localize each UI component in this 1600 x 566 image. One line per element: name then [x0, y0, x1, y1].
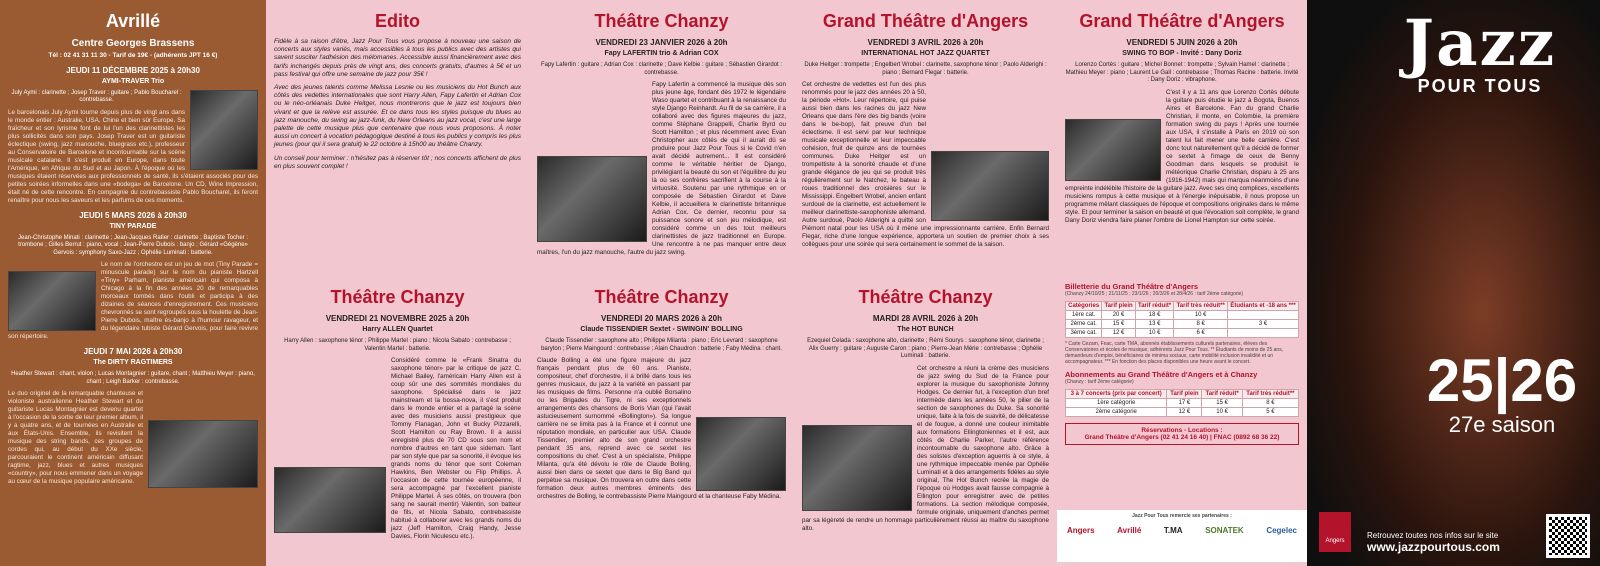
- event-date: JEUDI 11 DÉCEMBRE 2025 à 20h30: [66, 65, 200, 75]
- table-row: [1066, 329, 1299, 338]
- table-cell: 2ème cat.: [1066, 320, 1102, 329]
- venue-title: Grand Théâtre d'Angers: [822, 11, 1029, 31]
- table-header: Tarif très réduit**: [1174, 302, 1228, 311]
- event-name: TINY PARADE: [109, 222, 157, 230]
- event-name: The HOT BUNCH: [897, 326, 954, 333]
- season-block: [1412, 347, 1592, 438]
- partner-logo: Angers: [1067, 526, 1095, 535]
- angers-logo: Angers: [1319, 512, 1351, 552]
- logo-pour-tous: POUR TOUS: [1417, 76, 1543, 96]
- event-name: Claude TISSENDIER Sextet - SWINGIN' BOLLING: [580, 326, 743, 333]
- table-cell: 8 €: [1174, 320, 1228, 329]
- event-name: AYMI-TRAVER Trio: [101, 77, 165, 85]
- table-cell: 10 €: [1174, 311, 1228, 320]
- billetterie-title: Billetterie du Grand Théâtre d'Angers: [1065, 282, 1199, 291]
- table-cell: 10 €: [1202, 408, 1242, 417]
- event-text: Claude Bolling a été une figure majeure du jazz français pendant plus de 60 ans. Pianiste, compositeur, chef d'orchestre, il a brillé dans tous les genres musicaux, du jazz à la variété en passant par les musiques de films. Personne n'a oublié Borsalino ou les Brigades du Tigre, ni ses exceptionnels arrangements des chansons de Boris Vian (qui l'avait astucieusement surnommé «Bollington»). Sa longue carrière ne se limita pas à la France et il connut une réputation mondiale, en particulier aux USA. Claude Tissendier, premier alto de son grand orchestre pendant 35 ans, reprend avec ce sextet les compositions du chef. C'est à un spécialiste, Philippe Milanta, qu'a été dévolu le rôle de Claude Bolling, aussi bien dans ce sextet que dans le Big Band qui perpétue sa musique. On trouvera en outre dans cette formation deux autres membres éminents des orchestres de Bolling, le contrebassiste Pierre Maingourd et la chanteuse Faby Médina.: [537, 357, 781, 500]
- event-name: SWING TO BOP - Invité : Dany Doriz: [1122, 50, 1242, 57]
- table-cell: 15 €: [1102, 320, 1136, 329]
- logo-jazz: Jazz: [1403, 6, 1557, 81]
- resa-label: Réservations - Locations :: [1141, 427, 1223, 434]
- venue: Centre Georges Brassens: [71, 38, 195, 49]
- event-name: Fapy LAFERTIN trio & Adrian COX: [604, 50, 719, 57]
- edito-p1: Fidèle à sa raison d'être, Jazz Pour Tous vous propose à nouveau une saison de concerts aux styles variés, mais accessibles à tous les publics avec des artistes qui savent susciter l'adhésion des mélomanes. Accessible aussi financièrement avec des tarifs inchangés depuis près de vingt ans, des concerts gratuits, d'autres à 5€ et un pass festival qui offre une semaine de jazz pour 35€ !: [274, 38, 521, 78]
- table-cell: [1228, 311, 1299, 320]
- event-text: Cet orchestre de vedettes est l'un des plus renommés pour le jazz des années 20 à 50, la période «Hot». Leur répertoire, qui puise aussi bien dans les racines du jazz New Orleans que dans l'ère des big bands (voire dans le be-bop), fait preuve d'un bel éclectisme. Il est servi par leur technique musicale exceptionnelle et leur impeccable cohésion, fruit de quinze ans de tournées communes. Duke Heitger est un trompettiste à la sonorité chaude et d'une grande élégance de jeu qui se produit très régulièrement sur le Natchez, le bateau à roues traditionnel des croisières sur le Mississippi. Engelbert Wrobel, ancien enfant surdoué de la clarinette, est actuellement le meilleur clarinettiste-saxophoniste allemand. Autre surdoué, Paolo Alderighi a quitté son Piémont natal pour les USA où il mène une impressionnante carrière. Enfin Bernard Flegar, riche d'une longue expérience, apportera un soutien de premier choix à ses collègues pour une soirée qui sera certainement le sommet de la saison.: [802, 81, 1049, 248]
- tarif-table: [1065, 301, 1299, 338]
- venue-title: Théâtre Chanzy: [594, 11, 729, 31]
- website-link[interactable]: www.jazzpourtous.com: [1367, 540, 1500, 554]
- edito-p2: Avec des jeunes talents comme Melissa Lesnie ou les musiciens du Hot Bunch aux côtés des vedettes internationales que sont Harry Allen, Fapy Lafertin et Adrian Cox ou le néo-orléanais Duke Heitger, nous montrerons que le jazz est toujours bien vivant et que la relève est assurée. Et ce dans tous les styles puisque du blues au jazz manouche, du swing au jazz-funk, du New Orleans au jazz vocal, c'est une large palette de cette musique plus que centenaire que nous vous proposons. À noter aussi un concert à vocation pédagogique destiné à tous les publics y compris les plus jeunes (pour qui il sera gratuit) le 22 octobre à 15h00 au théâtre Chanzy.: [274, 84, 521, 149]
- table-cell: 5 €: [1242, 408, 1298, 417]
- table-cell: 15 €: [1202, 399, 1242, 408]
- event-date: VENDREDI 21 NOVEMBRE 2025 à 20h: [325, 314, 470, 323]
- partner-logo: Cegelec: [1266, 526, 1297, 535]
- season-number: 27e saison: [1448, 412, 1556, 437]
- photo-hot-jazz-quartet: [931, 151, 1049, 221]
- table-cell: 17 €: [1167, 399, 1202, 408]
- col-grand-theatre-1: [794, 0, 1057, 566]
- billetterie-sub: (Chanzy 24/10/25 ; 21/11/25 ; 23/1/26 ; 20/3/26 et 28/4/26 : tarif 2ème catégorie): [1065, 291, 1244, 297]
- season-years: 25|26: [1426, 347, 1578, 414]
- event-date: VENDREDI 20 MARS 2026 à 20h: [601, 314, 722, 323]
- event-cast: Claude Tissendier : saxophone alto ; Philippe Milanta : piano ; Eric Levrard : saxophone baryton ; Pierre Maingourd : contrebasse ; Alain Chaudron : batterie ; Faby Médina : chant.: [541, 338, 782, 352]
- qr-code[interactable]: [1546, 514, 1590, 558]
- table-header: Tarif réduit*: [1202, 390, 1242, 399]
- edito-p3: Un conseil pour terminer : n'hésitez pas à réserver tôt ; nos concerts affichent de plus en plus souvent complet !: [274, 154, 521, 170]
- table-header: Tarif très réduit**: [1242, 390, 1298, 399]
- table-row: [1066, 399, 1299, 408]
- event-date: MARDI 28 AVRIL 2026 à 20h: [872, 314, 979, 323]
- partner-logo: T.MA: [1163, 526, 1183, 535]
- edito-title: Edito: [375, 11, 420, 31]
- table-header: Tarif réduit*: [1135, 302, 1174, 311]
- event-cast: Ezequiel Celada : saxophone alto, clarinette ; Rémi Sourys : saxophone ténor, clarinette ; Alix Guerry : guitare ; Auguste Caron : piano ; Pierre-Jean Mérie : contrebasse ; Ophélie Luminati : batterie.: [807, 338, 1044, 359]
- event-name: Harry ALLEN Quartet: [362, 326, 433, 333]
- resa-contacts: Grand Théâtre d'Angers (02 41 24 16 40) | FNAC (0892 68 36 22): [1084, 434, 1280, 441]
- photo-hot-bunch: [802, 425, 912, 511]
- col-poster: [1307, 0, 1600, 566]
- event-cast: Duke Heitger : trompette ; Engelbert Wrobel : clarinette, saxophone ténor ; Paolo Alderighi : piano ; Bernard Flegar : batterie.: [804, 62, 1047, 76]
- event-text: Fapy Lafertin a commencé la musique dès son plus jeune âge, fondant dès 1972 le légendaire Waso quartet et contribuant à la renaissance du style Django Reinhardt. Au fil de sa carrière, il a collaboré avec des figures majeures du jazz, comme Stéphane Grappelli, Charlie Byrd ou Scott Hamilton ; et plus récemment avec Evan Christopher aux côtés de qui il aurait dû se produire pour Jazz Pour Tous si le Covid n'en avait décidé autrement... Il est considéré comme le véritable héritier de Django, privilégiant la beauté du son et l'équilibre du jeu là où ses confrères sacrifient à la course à la virtuosité. Soutenu par une rythmique en or composée de Sébastien Girardot et Dave Kelbie, il accueillera le clarinettiste britannique Adrian Cox. Ce dernier, reconnu pour sa puissance sonore et son jeu mélodique, est considéré comme un des tout meilleurs clarinettistes de jazz traditionnel en Europe. Une rencontre à ne pas manquer entre deux maîtres, l'un du jazz manouche, l'autre du jazz swing.: [537, 81, 786, 256]
- photo-harry-allen: [274, 467, 386, 533]
- col-grand-theatre-2: [1057, 0, 1307, 566]
- table-cell: 12 €: [1167, 408, 1202, 417]
- table-header: 3 à 7 concerts (prix par concert): [1066, 390, 1167, 399]
- col-chanzy: [529, 0, 794, 566]
- table-cell: 20 €: [1102, 311, 1136, 320]
- table-row: [1066, 320, 1299, 329]
- table-row: [1066, 408, 1299, 417]
- table-cell: 13 €: [1135, 320, 1174, 329]
- photo-tiny-parade: [8, 271, 96, 331]
- table-cell: 3ème cat.: [1066, 329, 1102, 338]
- photo-aymi-traver: [190, 90, 258, 170]
- venue-title: Théâtre Chanzy: [594, 287, 729, 307]
- col-edito: [266, 0, 529, 566]
- event-cast: Fapy Lafertin : guitare ; Adrian Cox : clarinette ; Dave Kelbie : guitare ; Sébastien Girardot : contrebasse.: [540, 62, 783, 76]
- event-cast: July Aymi : clarinette ; Josep Traver : guitare ; Pablo Boucharel : contrebasse.: [11, 89, 182, 103]
- abonnement-table: [1065, 389, 1299, 417]
- table-header: Tarif plein: [1102, 302, 1136, 311]
- event-text: Considéré comme le «Frank Sinatra du saxophone ténor» par le critique de jazz C. Michael Bailey, l'américain Harry Allen est à coup sûr une des sommités mondiales du saxophone. Spécialisé dans le jazz mainstream et la bossa-nova, il s'est produit dans le monde entier et a partagé la scène avec des musiciens aussi prestigieux que Tommy Flanagan, John et Bucky Pizzarelli, Scott Hamilton ou Ray Brown. Il a aussi enregistré plus de 70 CD sous son nom et nombre d'autres en tant que sideman. Tant par son style que par sa sonorité, il évoque les grands noms du ténor que sont Coleman Hawkins, Ben Webster ou Flip Phillips. À l'occasion de cette tournée européenne, il sera accompagné par l'excellent pianiste Philippe Martel. À ses côtés, on trouvera (bon sang ne saurait mentir) Valentin, son batteur de fils, et Nicola Sabato, contrebassiste habitué à collaborer avec les grands noms du jazz (Jeff Hamilton, Craig Handy, Jesse Davies, Florin Niculescu etc.).: [391, 357, 521, 540]
- table-cell: 8 €: [1242, 399, 1298, 408]
- reservations-box: [1065, 423, 1299, 445]
- table-header: Catégories: [1066, 302, 1102, 311]
- event-date: JEUDI 5 MARS 2026 à 20h30: [79, 210, 187, 220]
- event-cast: Harry Allen : saxophone ténor ; Philippe Martel : piano ; Nicola Sabato : contrebasse ; Valentin Martel : batterie.: [284, 338, 511, 352]
- event-text: Le duo originel de la remarquable chanteuse et violoniste australienne Heather Stewart et du guitariste Lucas Montagnier est devenu quartet à l'occasion de la sortie de leur premier album, il y a quatre ans, et de tournées en Australie et aux États-Unis. Ensemble, ils revisitent la musique des string bands, ces groupes de cordes qui, au début du XXe siècle, parcouraient le continent américain diffusant ragtime, jazz, blues et autres musiques «country», pour nous emmener dans un voyage au cœur de la musique populaire américaine.: [8, 390, 143, 485]
- table-row: [1066, 311, 1299, 320]
- venue-info: Tél : 02 41 31 11 30 - Tarif de 19€ - (adhérents JPT 16 €): [48, 52, 218, 59]
- event-text: Le barcelonais July Aymi tourne depuis plus de vingt ans dans le monde entier : Australie, USA, Chine et bien sûr Europe. Sa fraîcheur et son lyrisme font de lui l'un des clarinettistes les plus sollicités dans son pays. Josep Traver est un guitariste éclectique (swing, jazz manouche, bluegrass etc.), professeur au Conservatoire de Barcelone et incontournable sur la scène musicale catalane. Il s'est produit en Europe, dans toute l'Amérique, en Afrique du Sud et au Japon. À l'époque où les musiques étaient réservées aux professionnels de santé, ils s'étaient associés pour des petites soirées informelles dans une «bodega» de Barcelone. Un CD, Wine Impression, était né de cette rencontre. En compagnie du contrebassiste Pablo Boucharel, ils feront renaître pour nous les saveurs et les parfums de ces moments.: [8, 108, 258, 204]
- event-date: VENDREDI 3 AVRIL 2026 à 20h: [867, 38, 984, 47]
- event-cast: Heather Stewart : chant, violon ; Lucas Montagnier : guitare, chant ; Matthieu Meyer : piano, chant ; Leigh Barker : contrebasse.: [11, 371, 255, 385]
- event-cast: Lorenzo Cortès : guitare ; Michel Bonnet : trompette ; Sylvain Hamel : clarinette ; Mathieu Meyer : piano ; Laurent Le Gall : contrebasse ; Thomas Racine : batterie. Invité : Dany Doriz : vibraphone.: [1065, 62, 1299, 83]
- venue-title: Théâtre Chanzy: [858, 287, 993, 307]
- venue-title: Grand Théâtre d'Angers: [1079, 11, 1285, 31]
- event-cast: Jean-Christophe Minati : clarinette ; Jean-Jacques Ratier : clarinette ; Baptiste Tocher : trombone ; Gilles Berrut : piano, vocal ; Jean-Pierre Dubois : banjo ; Gérard «Gégène» Gervois : symphony Saxo-Jazz ; Ophélie Luminati : batterie.: [17, 234, 248, 256]
- partner-logo: Avrillé: [1117, 526, 1142, 535]
- event-text: Le nom de l'orchestre est un jeu de mot (Tiny Parade = minuscule parade) sur le nom du pianiste Hartzell «Tiny» Parham, pianiste américain qui composa à Chicago à la fin des années 20 de remarquables morceaux tombés dans l'oubli et participa à des dizaines de séances d'enregistrement. Ces musiciens chevronnés se sont regroupés sous la houlette de Jean-Pierre Dubois, maître ès-banjo à l'humour ravageur, et du légendaire tubiste Gérard Gervois, pour faire revivre son répertoire.: [8, 261, 258, 340]
- partners-thanks: Jazz Pour Tous remercie ses partenaires :: [1132, 513, 1232, 519]
- event-date: JEUDI 7 MAI 2026 à 20h30: [83, 347, 183, 356]
- venue-title: Théâtre Chanzy: [330, 287, 465, 307]
- table-cell: 10 €: [1135, 329, 1174, 338]
- event-date: VENDREDI 23 JANVIER 2026 à 20h: [595, 38, 728, 47]
- photo-tissendier: [696, 417, 786, 491]
- table-cell: [1228, 329, 1299, 338]
- abonnement-sub: (Chanzy : tarif 2ème catégorie): [1065, 379, 1134, 385]
- photo-swing-to-bop: [1065, 119, 1161, 181]
- table-cell: 2ème catégorie: [1066, 408, 1167, 417]
- event-text: Cet orchestre a réuni la crème des musiciens de jazz swing du Sud de la France pour explorer la musique du saxophoniste Johnny Hodges. Ce dernier fut, à l'exception d'un bref intermède dans les années 50, le pilier de la section de saxophones du Duke. Sa sonorité unique, faite à la fois de suavité, de délicatesse et de fougue, a donné une couleur inimitable aux formations Ellingtoniennes et il est, aux côtés de Charlie Parker, l'autre référence incontournable du saxophone alto. Grâce à des solistes d'exception aguerris à ce style, à une rythmique impeccable menée par Ophélie Luminati et à des arrangements fidèles au style original, The Hot Bunch recrée la magie de l'époque où Hodges avait fausse compagnie à Ellington pour enregistrer avec de petites formations. La section mélodique composée, formule originale, uniquement d'anches permet par sa légèreté de rendre un hommage particulièrement réussi au maître du saxophone alto.: [802, 364, 1049, 532]
- website-block: [1367, 531, 1500, 554]
- table-header: Tarif plein: [1167, 390, 1202, 399]
- event-name: INTERNATIONAL HOT JAZZ QUARTET: [861, 50, 990, 57]
- table-cell: 6 €: [1174, 329, 1228, 338]
- photo-lafertin-cox: [537, 156, 647, 242]
- table-cell: 1ère cat.: [1066, 311, 1102, 320]
- col-avrille: [0, 0, 266, 566]
- website-label: Retrouvez toutes nos infos sur le site: [1367, 531, 1499, 540]
- table-header: Étudiants et -18 ans ***: [1228, 302, 1299, 311]
- table-cell: 12 €: [1102, 329, 1136, 338]
- event-text: C'est il y a 11 ans que Lorenzo Cortès débute la guitare puis étudie le jazz à Bogota, Buenos Aires et Barcelone. Fan du grand Charlie Christian, il monte, en Colombie, la première formation swing du pays ! Après une tournée aux USA, il s'installe à Paris en 2019 où son talent lui fait mener une belle carrière. C'est donc tout naturellement qu'il a décidé de former ce sextet à l'image de ceux de Benny Goodman dans lesquels se produisit le météorique Charlie Christian, disparu à 25 ans (1916-1942) mais qui marqua néanmoins d'une empreinte indélébile l'histoire de la guitare jazz. Avec ses cinq complices, excellents musiciens rompus à cette musique et à l'énergie inépuisable, il nous propose un programme mêlant classiques de l'époque et compositions originales dans le même style. Et pour terminer la saison en beauté et que l'évocation soit complète, le grand Dany Doriz viendra faire planer l'ombre de Lionel Hampton sur cette soirée.: [1065, 88, 1299, 224]
- table-cell: 18 €: [1135, 311, 1174, 320]
- abonnement-title: Abonnements au Grand Théâtre d'Angers et à Chanzy: [1065, 370, 1258, 379]
- avrille-title: Avrillé: [105, 11, 161, 31]
- tarif-notes: * Carte Cezam, Fnac, carte TMA, abonnés établissements culturels partenaires, élèves des Conservatoires et écoles de musique, adhérents Jazz Pour Tous. ** Étudiants de moins de 25 ans, demandeurs d'emploi, bénéficiaires de minima sociaux, carte mobilité inclusion invalidité et un accompagnateur. *** En fonction des places disponibles une heure avant le concert.: [1065, 341, 1284, 365]
- partners-strip: [1057, 510, 1307, 562]
- table-cell: 3 €: [1228, 320, 1299, 329]
- partner-logo: SONATEK: [1205, 526, 1244, 535]
- photo-dirty-ragtimers: [148, 420, 258, 488]
- event-name: The DIRTY RAGTIMERS: [93, 359, 173, 366]
- event-date: VENDREDI 5 JUIN 2026 à 20h: [1126, 38, 1238, 47]
- table-cell: 1ère catégorie: [1066, 399, 1167, 408]
- jazz-pour-tous-logo: [1367, 6, 1593, 97]
